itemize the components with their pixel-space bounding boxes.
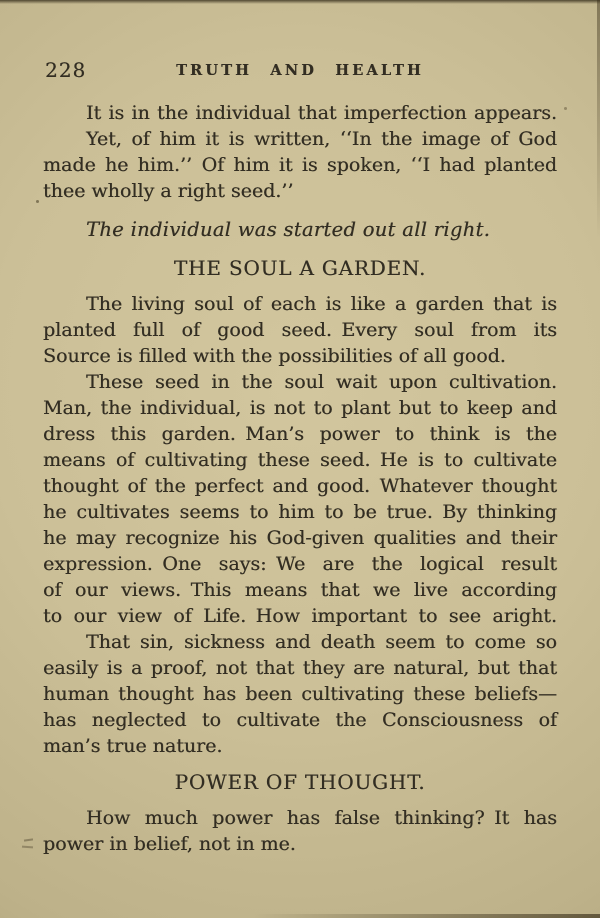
paragraph [43,126,557,204]
text-line: he cultivates seems to him to be true. By thinking [43,501,557,523]
text-line: easily is a proof, not that they are natural, but that [43,657,557,679]
text-line: means of cultivating these seed. He is to cultivate [43,449,557,471]
epigraph-line: The individual was started out all right. [86,218,491,241]
paragraph [43,805,557,857]
text-line: he may recognize his God-given qualities and their [43,527,557,549]
section-heading-power-of-thought: POWER OF THOUGHT. [174,770,426,794]
text-line: made he him.’’ Of him it is spoken, ‘‘I had planted [43,154,557,176]
text-line: expression. One says: We are the logical result [43,553,557,575]
text-line: of our views. This means that we live according [43,579,557,601]
text-line: It is in the individual that imperfection appears. [86,102,557,124]
text-line: That sin, sickness and death seem to come so [86,631,557,653]
text-line: thee wholly a right seed.’’ [43,180,294,202]
text-line: The living soul of each is like a garden that is [86,293,557,315]
page-body [43,100,557,857]
text-line: thought of the perfect and good. Whatever thought [43,475,557,497]
text-line: man’s true nature. [43,735,223,757]
paragraph [43,100,557,126]
text-line: to our view of Life. How important to see aright. [43,605,557,627]
text-line: dress this garden. Man’s power to think is the [43,423,557,445]
text-line: How much power has false thinking? It has [86,807,557,829]
text-line: These seed in the soul wait upon cultivation. [86,371,557,393]
text-line: planted full of good seed. Every soul from its [43,319,557,341]
running-title: TRUTH AND HEALTH [176,62,424,79]
text-line: power in belief, not in me. [43,833,296,855]
page-header [43,58,557,84]
paragraph [43,629,557,759]
section-heading-soul-a-garden: THE SOUL A GARDEN. [173,256,427,280]
text-line: Yet, of him it is written, ‘‘In the image of God [86,128,557,150]
text-line: Man, the individual, is not to plant but to keep and [43,397,557,419]
text-line: Source is filled with the possibilities of all good. [43,345,506,367]
paragraph [43,291,557,369]
page-number: 228 [45,58,87,82]
text-line: has neglected to cultivate the Consciousness of [43,709,557,731]
paragraph [43,369,557,629]
text-line: human thought has been cultivating these beliefs— [43,683,557,705]
